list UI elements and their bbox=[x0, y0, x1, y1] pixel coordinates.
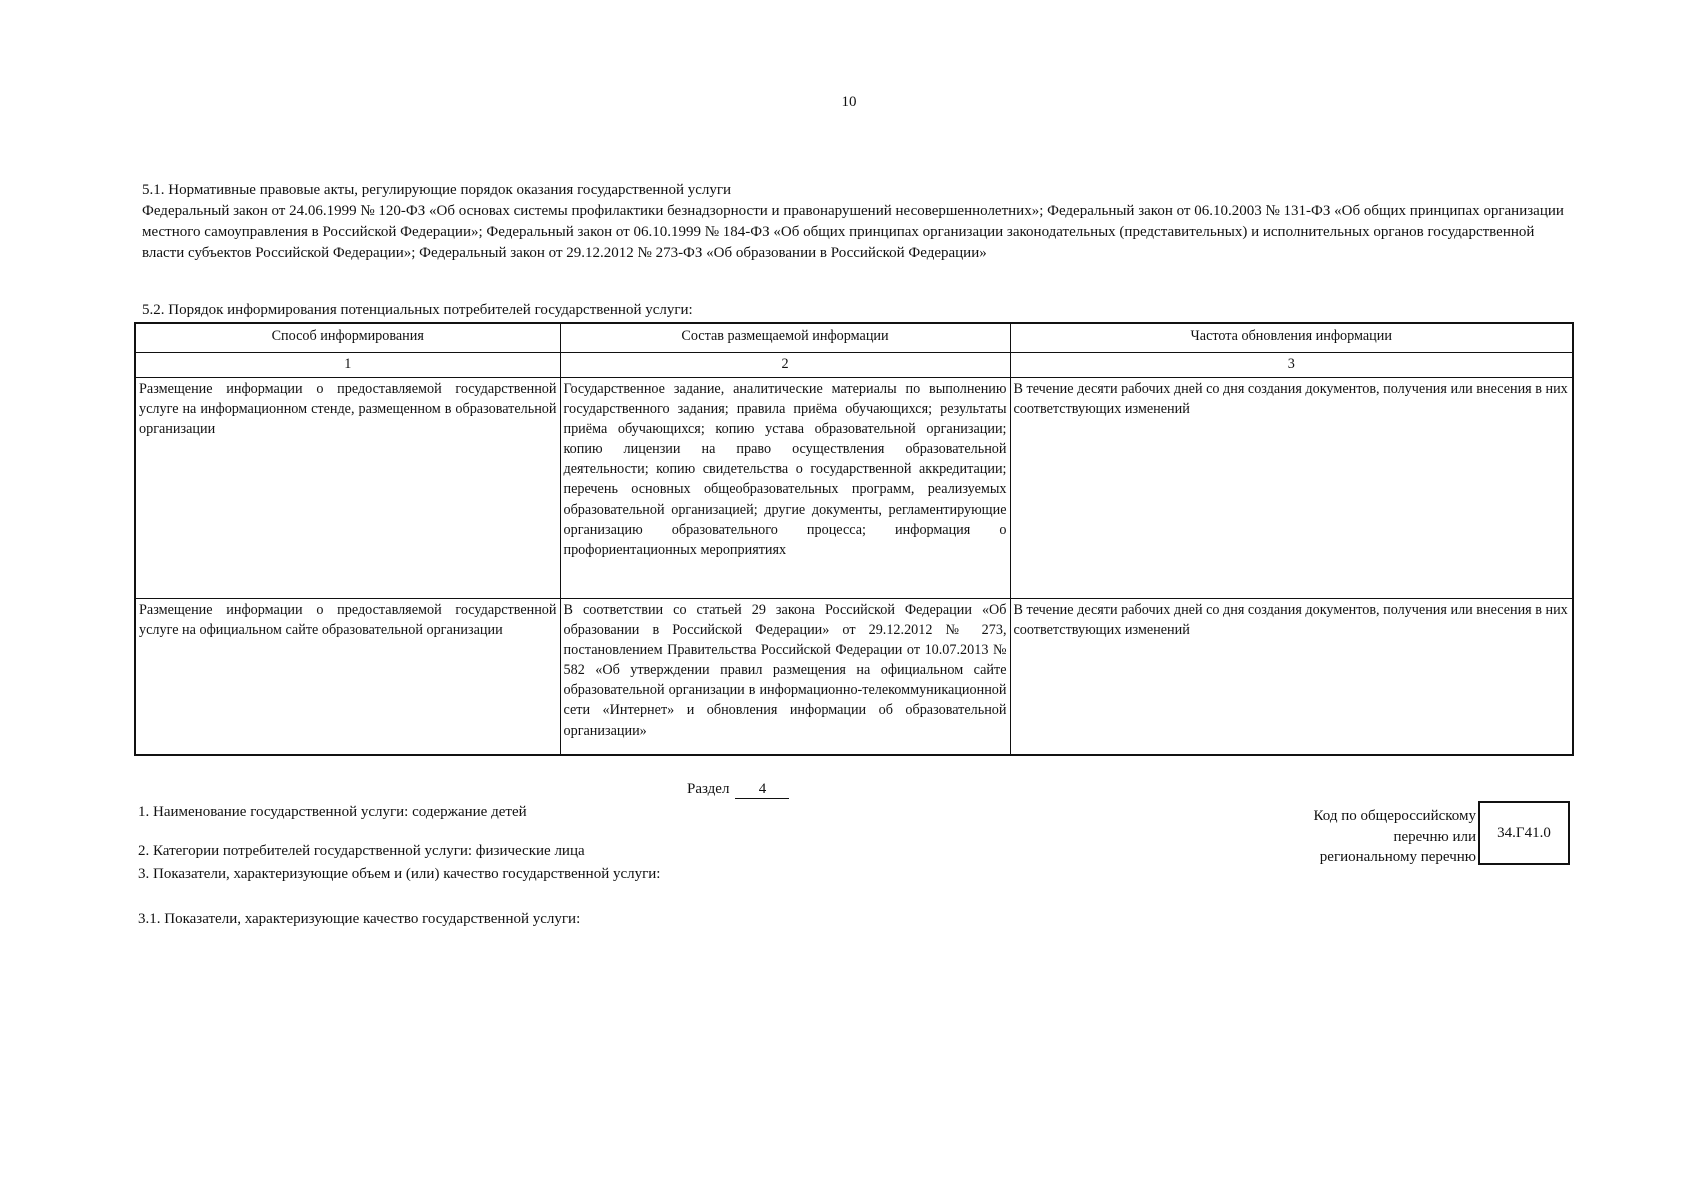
row-frequency: В течение десяти рабочих дней со дня создания документов, получения или внесения в них соответствующих изменений bbox=[1010, 378, 1573, 599]
service-indicators: 3. Показатели, характеризующие объем и (или) качество государственной услуги: bbox=[138, 866, 661, 882]
section-label: Раздел bbox=[687, 781, 730, 797]
row-content: В соответствии со статьей 29 закона Российской Федерации «Об образовании в Российской Федерации» от 29.12.2012 № 273, постановлением Правительства Российской Федерации от 10.07.2013 № 582 «Об утверждении правил размещения на официальном сайте образовательной организации в информационно-телекоммуникационной сети «Интернет» и обновления информации об образовательной организации» bbox=[560, 599, 1010, 756]
section-number: 4 bbox=[735, 781, 789, 799]
table-header-row bbox=[135, 323, 1573, 353]
section-5-1-laws: Федеральный закон от 24.06.1999 № 120-ФЗ «Об основах системы профилактики безнадзорности и правонарушений несовершеннолетних»; Федеральный закон от 06.10.2003 № 131-ФЗ «Об общих принципах организации местного самоуправления в Российской Федерации»; Федеральный закон от 06.10.1999 № 184-ФЗ «Об общих принципах организации законодательных (представительных) и исполнительных органов государственной власти субъектов Российской Федерации»; Федеральный закон от 29.12.2012 № 273-ФЗ «Об образовании в Российской Федерации» bbox=[142, 203, 1564, 261]
row-method: Размещение информации о предоставляемой государственной услуге на официальном сайте образовательной организации bbox=[135, 599, 560, 756]
column-number: 3 bbox=[1010, 353, 1573, 378]
code-label-line: перечню или bbox=[1393, 828, 1476, 845]
section-5-2-title: 5.2. Порядок информирования потенциальных потребителей государственной услуги: bbox=[142, 302, 693, 318]
code-label bbox=[1200, 806, 1476, 868]
code-value: 34.Г41.0 bbox=[1497, 824, 1551, 841]
page-number: 10 bbox=[841, 94, 857, 110]
row-frequency: В течение десяти рабочих дней со дня создания документов, получения или внесения в них соответствующих изменений bbox=[1010, 599, 1573, 756]
service-consumers: 2. Категории потребителей государственной услуги: физические лица bbox=[138, 843, 585, 859]
code-label-line: региональному перечню bbox=[1319, 849, 1476, 865]
service-quality-indicators: 3.1. Показатели, характеризующие качество государственной услуги: bbox=[138, 911, 581, 927]
code-value-box bbox=[1478, 801, 1570, 865]
header-content: Состав размещаемой информации bbox=[560, 323, 1010, 353]
row-content: Государственное задание, аналитические материалы по выполнению государственного задания; правила приёма обучающихся; результаты приёма обучающихся; копию устава образовательной организации; копию лицензии на право осуществления образовательной деятельности; копию свидетельства о государственной аккредитации; перечень основных общеобразовательных программ, реализуемых образовательной организацией; другие документы, регламентирующие организацию образовательного процесса; информация о профориентационных мероприятиях bbox=[560, 378, 1010, 599]
information-table bbox=[134, 322, 1574, 756]
table-row bbox=[135, 599, 1573, 756]
service-name: 1. Наименование государственной услуги: содержание детей bbox=[138, 804, 527, 820]
column-number: 2 bbox=[560, 353, 1010, 378]
column-number-row bbox=[135, 353, 1573, 378]
table-row bbox=[135, 378, 1573, 599]
column-number: 1 bbox=[135, 353, 560, 378]
section-5-1 bbox=[142, 180, 1572, 264]
section-5-1-title: 5.1. Нормативные правовые акты, регулирующие порядок оказания государственной услуги bbox=[142, 182, 732, 198]
code-label-line: Код по общероссийскому bbox=[1313, 808, 1476, 824]
section-heading bbox=[687, 781, 789, 799]
header-frequency: Частота обновления информации bbox=[1010, 323, 1573, 353]
header-method: Способ информирования bbox=[135, 323, 560, 353]
row-method: Размещение информации о предоставляемой государственной услуге на информационном стенде, размещенном в образовательной организации bbox=[135, 378, 560, 599]
